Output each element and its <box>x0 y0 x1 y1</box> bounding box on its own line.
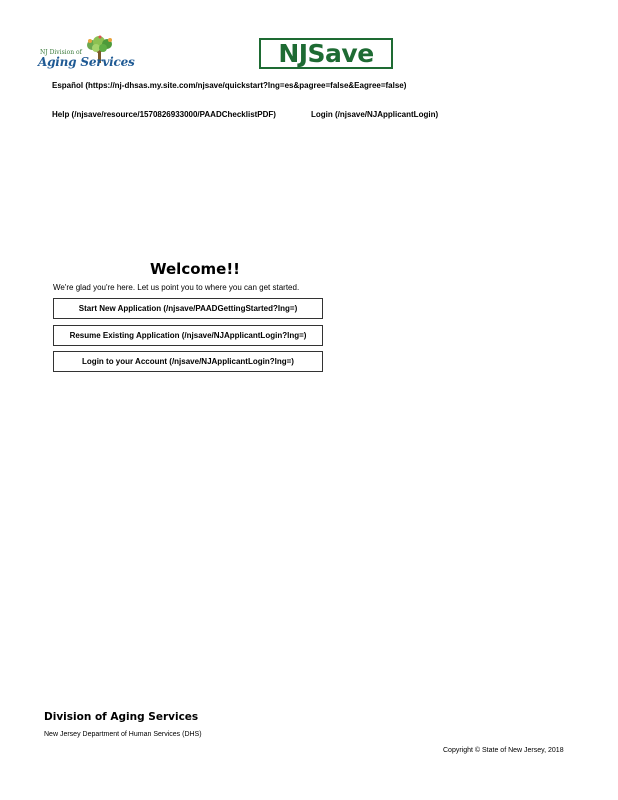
welcome-subtitle: We're glad you're here. Let us point you to where you can get started. <box>53 283 300 292</box>
njsave-logo[interactable]: NJSave <box>259 38 393 69</box>
footer-title: Division of Aging Services <box>44 711 199 723</box>
footer-copyright: Copyright © State of New Jersey, 2018 <box>443 747 564 754</box>
welcome-title: Welcome!! <box>150 260 241 278</box>
division-aging-services-logo[interactable] <box>38 35 135 71</box>
start-new-application-button[interactable]: Start New Application (/njsave/PAADGettingStarted?lng=) <box>53 298 323 319</box>
resume-application-button[interactable]: Resume Existing Application (/njsave/NJApplicantLogin?lng=) <box>53 325 323 346</box>
login-account-button[interactable]: Login to your Account (/njsave/NJApplicantLogin?lng=) <box>53 351 323 372</box>
help-link[interactable]: Help (/njsave/resource/1570826933000/PAADChecklistPDF) <box>52 110 276 119</box>
footer-department: New Jersey Department of Human Services (DHS) <box>44 731 202 738</box>
login-link[interactable]: Login (/njsave/NJApplicantLogin) <box>311 110 439 119</box>
espanol-link[interactable]: Español (https://nj-dhsas.my.site.com/njsave/quickstart?lng=es&pagree=false&Eagree=false) <box>52 81 407 90</box>
logo-line1: NJ Division of <box>40 49 82 56</box>
logo-line2: Aging Services <box>38 55 135 69</box>
